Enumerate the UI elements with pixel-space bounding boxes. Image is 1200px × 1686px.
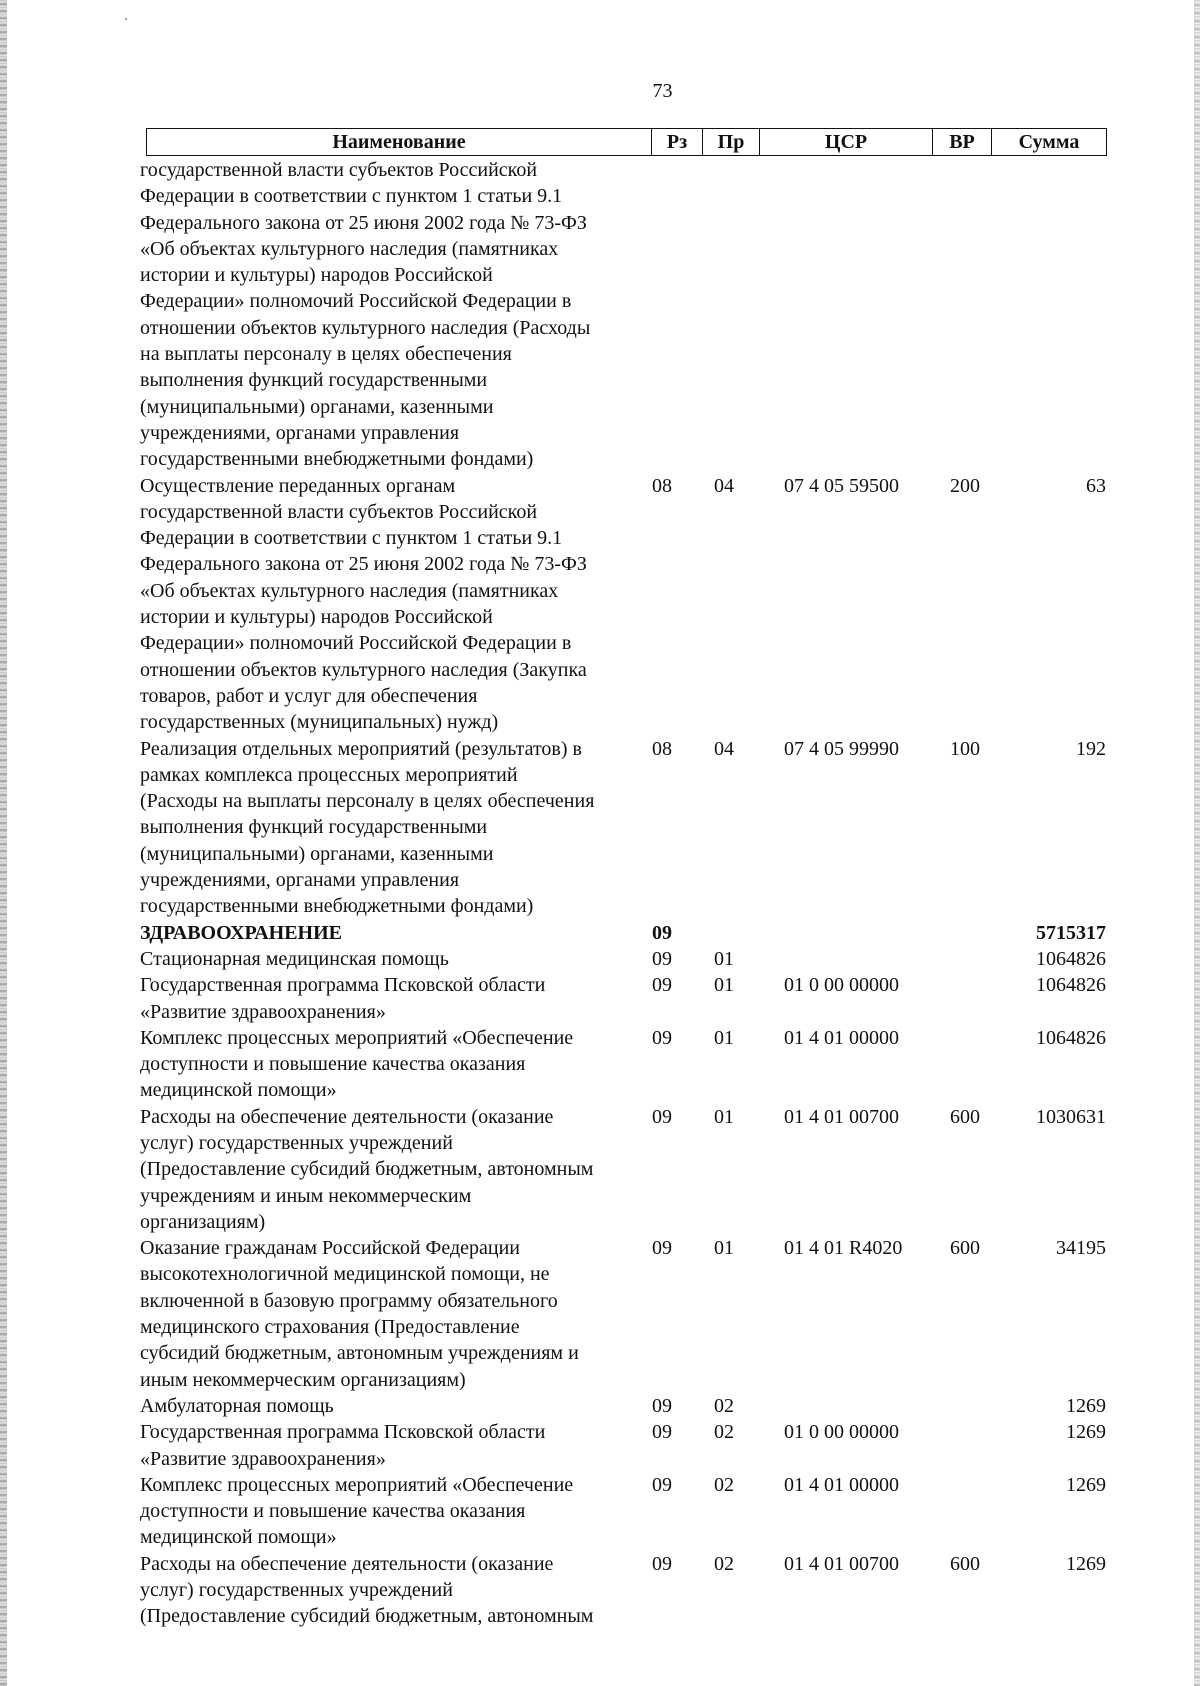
row-pr: 01 [714,974,734,997]
row-name-line: отношении объектов культурного наследия (Закупка [140,658,587,681]
table-row [140,1551,1106,1630]
row-name [140,920,650,946]
row-name-line: (муниципальными) органами, казенными [140,842,494,865]
row-vr [942,946,1016,972]
row-name-line: ЗДРАВООХРАНЕНИЕ [140,921,342,944]
table-row [140,157,1106,473]
row-pr: 02 [714,1552,734,1575]
row-pr: 04 [714,737,734,760]
row-csr [778,946,942,972]
row-vr: 600 [950,1552,980,1575]
row-sum: 1064826 [1036,974,1106,997]
row-rz: 09 [652,1421,672,1444]
row-name-line: Федерации в соответствии с пунктом 1 статьи 9.1 [140,527,563,550]
row-name-line: Федерального закона от 25 июня 2002 года № 73-ФЗ [140,211,587,234]
row-rz: 09 [652,1026,672,1049]
row-pr: 01 [714,947,734,970]
row-name-line: государственными внебюджетными фондами) [140,448,534,471]
row-name-line: субсидий бюджетным, автономным учреждениям и [140,1342,579,1365]
row-name-line: Реализация отдельных мероприятий (результатов) в [140,737,582,760]
row-pr: 02 [714,1394,734,1417]
row-name-line: «Развитие здравоохранения» [140,1447,386,1470]
scan-edge-right [1194,0,1200,1686]
row-vr [942,157,1016,473]
row-csr: 01 4 01 00000 [784,1473,899,1496]
row-name-line: медицинской помощи» [140,1526,337,1549]
row-name-line: государственной власти субъектов Российской [140,159,538,181]
row-rz: 09 [652,1552,672,1575]
row-name-line: Федерации» полномочий Российской Федерации в [140,290,572,313]
row-name [140,1235,650,1393]
row-rz: 09 [652,921,672,944]
row-pr: 01 [714,1105,734,1128]
row-name-line: Оказание гражданам Российской Федерации [140,1237,520,1260]
row-sum: 5715317 [1036,921,1106,944]
row-name-line: (Расходы на выплаты персоналу в целях обеспечения [140,790,595,813]
table-row [140,736,1106,920]
row-sum: 1269 [1066,1552,1106,1575]
row-sum: 34195 [1056,1237,1106,1260]
row-vr [942,1472,1016,1551]
table-row [140,1419,1106,1472]
row-name-line: государственных (муниципальных) нужд) [140,711,499,734]
row-vr: 100 [950,737,980,760]
row-vr [942,972,1016,1025]
row-name-line: медицинской помощи» [140,1079,337,1102]
row-vr [942,1393,1016,1419]
row-name-line: Стационарная медицинская помощь [140,947,449,970]
row-name-line: высокотехнологичной медицинской помощи, не [140,1263,550,1286]
table-row [140,473,1106,736]
row-csr [778,157,942,473]
row-name-line: (муниципальными) органами, казенными [140,395,494,418]
row-name-line: Комплекс процессных мероприятий «Обеспечение [140,1026,574,1049]
table-row [140,1104,1106,1235]
row-pr: 02 [714,1473,734,1496]
header-row [147,129,1107,156]
row-vr [942,920,1016,946]
row-name-line: Федерации в соответствии с пунктом 1 статьи 9.1 [140,185,563,208]
row-name-line: истории и культуры) народов Российской [140,264,493,287]
scan-speck [125,18,127,20]
row-name-line: выполнения функций государственными [140,816,488,839]
row-csr: 01 4 01 R4020 [784,1237,903,1260]
table-row [140,1393,1106,1419]
header-rz: Рз [652,129,703,156]
row-pr [704,157,778,473]
row-csr [778,1393,942,1419]
row-name [140,1472,650,1551]
row-name [140,157,650,473]
row-name [140,1104,650,1235]
row-rz: 09 [652,1473,672,1496]
row-name [140,1025,650,1104]
row-rz: 09 [652,974,672,997]
row-name-line: Федерации» полномочий Российской Федерации в [140,632,572,655]
row-name-line: товаров, работ и услуг для обеспечения [140,684,478,707]
budget-table [140,157,1106,1630]
row-vr: 600 [950,1237,980,1260]
row-name-line: рамках комплекса процессных мероприятий [140,763,518,786]
row-rz: 08 [652,474,672,497]
row-name [140,946,650,972]
row-name [140,1393,650,1419]
row-name-line: государственной власти субъектов Российской [140,500,538,523]
header-sum: Сумма [992,129,1107,156]
row-csr: 01 0 00 00000 [784,974,899,997]
table-row [140,1472,1106,1551]
table-row [140,972,1106,1025]
row-sum: 1269 [1066,1473,1106,1496]
row-vr [942,1025,1016,1104]
header-pr: Пр [703,129,760,156]
row-sum: 1064826 [1036,947,1106,970]
row-csr: 01 0 00 00000 [784,1421,899,1444]
row-name-line: (Предоставление субсидий бюджетным, автономным [140,1158,594,1181]
row-name-line: медицинского страхования (Предоставление [140,1316,520,1339]
row-sum: 1269 [1066,1421,1106,1444]
row-pr [704,920,778,946]
row-name-line: Государственная программа Псковской области [140,1421,546,1444]
table-row [140,1025,1106,1104]
row-name-line: Амбулаторная помощь [140,1394,334,1417]
header-name: Наименование [147,129,652,156]
row-pr: 01 [714,1026,734,1049]
row-name-line: доступности и повышение качества оказания [140,1053,526,1076]
row-vr [942,1419,1016,1472]
row-name-line: учреждениями, органами управления [140,421,460,444]
row-sum: 192 [1076,737,1106,760]
table-header [146,128,1107,156]
row-sum [1016,157,1106,473]
row-name-line: на выплаты персоналу в целях обеспечения [140,343,512,366]
row-vr: 600 [950,1105,980,1128]
row-name [140,736,650,920]
row-name-line: выполнения функций государственными [140,369,488,392]
row-name-line: Федерального закона от 25 июня 2002 года № 73-ФЗ [140,553,587,576]
row-name-line: Осуществление переданных органам [140,474,456,497]
scan-edge-left [0,0,7,1686]
row-name-line: (Предоставление субсидий бюджетным, автономным [140,1605,594,1628]
row-name-line: Расходы на обеспечение деятельности (оказание [140,1105,554,1128]
row-csr: 01 4 01 00000 [784,1026,899,1049]
row-rz: 09 [652,947,672,970]
row-name [140,1419,650,1472]
table-body [140,157,1106,1630]
table-row [140,946,1106,972]
row-rz: 08 [652,737,672,760]
row-name [140,972,650,1025]
row-pr: 01 [714,1237,734,1260]
row-pr: 02 [714,1421,734,1444]
table-row [140,920,1106,946]
row-name-line: Расходы на обеспечение деятельности (оказание [140,1552,554,1575]
row-rz: 09 [652,1105,672,1128]
row-csr: 07 4 05 99990 [784,737,899,760]
row-name-line: учреждениям и иным некоммерческим [140,1184,472,1207]
row-name-line: «Об объектах культурного наследия (памятниках [140,579,559,602]
row-name-line: услуг) государственных учреждений [140,1579,453,1602]
row-rz [650,157,704,473]
table-row [140,1235,1106,1393]
row-name-line: услуг) государственных учреждений [140,1131,453,1154]
row-name-line: включенной в базовую программу обязательного [140,1289,558,1312]
row-name-line: доступности и повышение качества оказания [140,1500,526,1523]
row-csr: 01 4 01 00700 [784,1105,899,1128]
row-sum: 1269 [1066,1394,1106,1417]
row-name-line: учреждениями, органами управления [140,869,460,892]
row-sum: 63 [1086,474,1106,497]
row-csr: 01 4 01 00700 [784,1552,899,1575]
row-name-line: «Об объектах культурного наследия (памятниках [140,237,559,260]
row-sum: 1064826 [1036,1026,1106,1049]
row-name-line: иным некоммерческим организациям) [140,1368,466,1391]
page-number: 73 [652,80,673,102]
row-name-line: истории и культуры) народов Российской [140,606,493,629]
row-rz: 09 [652,1237,672,1260]
row-name-line: «Развитие здравоохранения» [140,1000,386,1023]
row-name-line: Комплекс процессных мероприятий «Обеспечение [140,1473,574,1496]
row-name-line: государственными внебюджетными фондами) [140,895,534,918]
row-name-line: отношении объектов культурного наследия (Расходы [140,316,591,339]
row-name [140,1551,650,1630]
row-csr [778,920,942,946]
header-csr: ЦСР [760,129,933,156]
row-vr: 200 [950,474,980,497]
row-name-line: Государственная программа Псковской области [140,974,546,997]
row-name [140,473,650,736]
row-pr: 04 [714,474,734,497]
header-vr: ВР [933,129,992,156]
row-sum: 1030631 [1036,1105,1106,1128]
row-rz: 09 [652,1394,672,1417]
row-csr: 07 4 05 59500 [784,474,899,497]
row-name-line: организациям) [140,1210,266,1233]
